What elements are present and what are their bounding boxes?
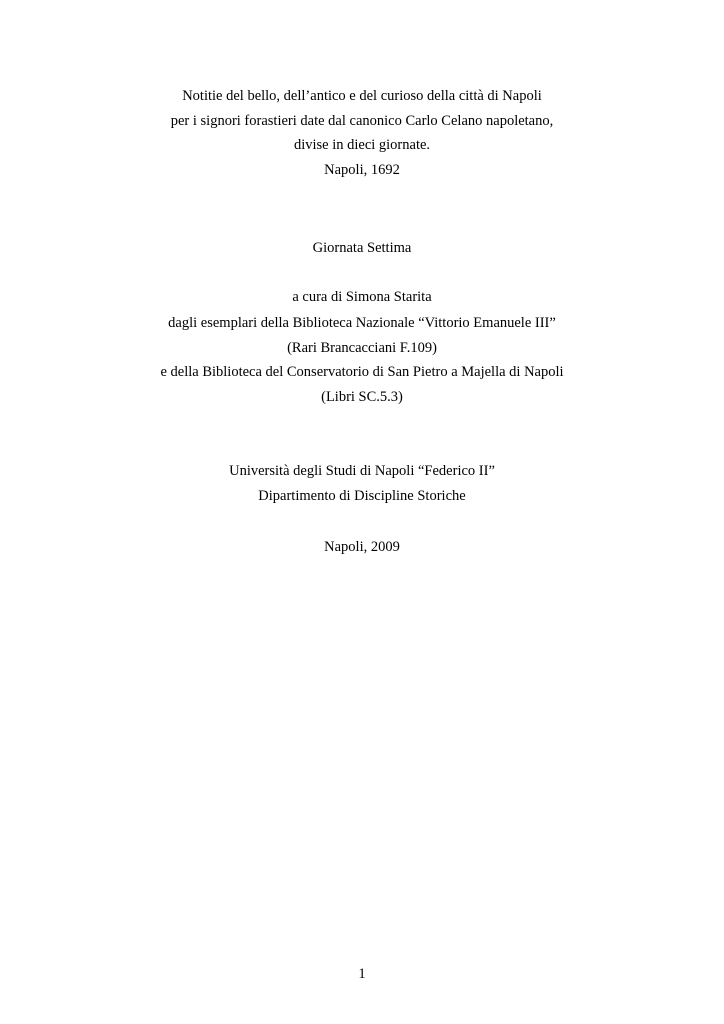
institution-line: Università degli Studi di Napoli “Federico II” (229, 463, 495, 479)
title-line: Notitie del bello, dell’antico e del curioso della città di Napoli (182, 88, 542, 104)
page-number: 1 (358, 966, 366, 982)
institution-block (0, 459, 724, 508)
sources-line: (Libri SC.5.3) (321, 388, 403, 405)
sources-line: dagli esemplari della Biblioteca Nazionale “Vittorio Emanuele III” (168, 315, 556, 331)
sources-block (0, 311, 724, 409)
sources-line: (Rari Brancacciani F.109) (287, 339, 437, 356)
title-block (0, 84, 724, 182)
title-line: divise in dieci giornate. (293, 137, 431, 153)
editor-credit (0, 260, 724, 309)
place-date-block (0, 535, 724, 560)
original-imprint: Napoli, 1692 (324, 161, 400, 178)
place-date: Napoli, 2009 (324, 539, 400, 555)
giornata-heading (0, 236, 724, 261)
institution-line: Dipartimento di Discipline Storiche (258, 487, 466, 504)
editor-label: a cura di Simona Starita (292, 288, 432, 305)
sources-line: e della Biblioteca del Conservatorio di San Pietro a Majella di Napoli (160, 364, 564, 380)
giornata-label: Giornata Settima (312, 240, 412, 256)
title-line: per i signori forastieri date dal canonico Carlo Celano napoletano, (170, 112, 554, 129)
